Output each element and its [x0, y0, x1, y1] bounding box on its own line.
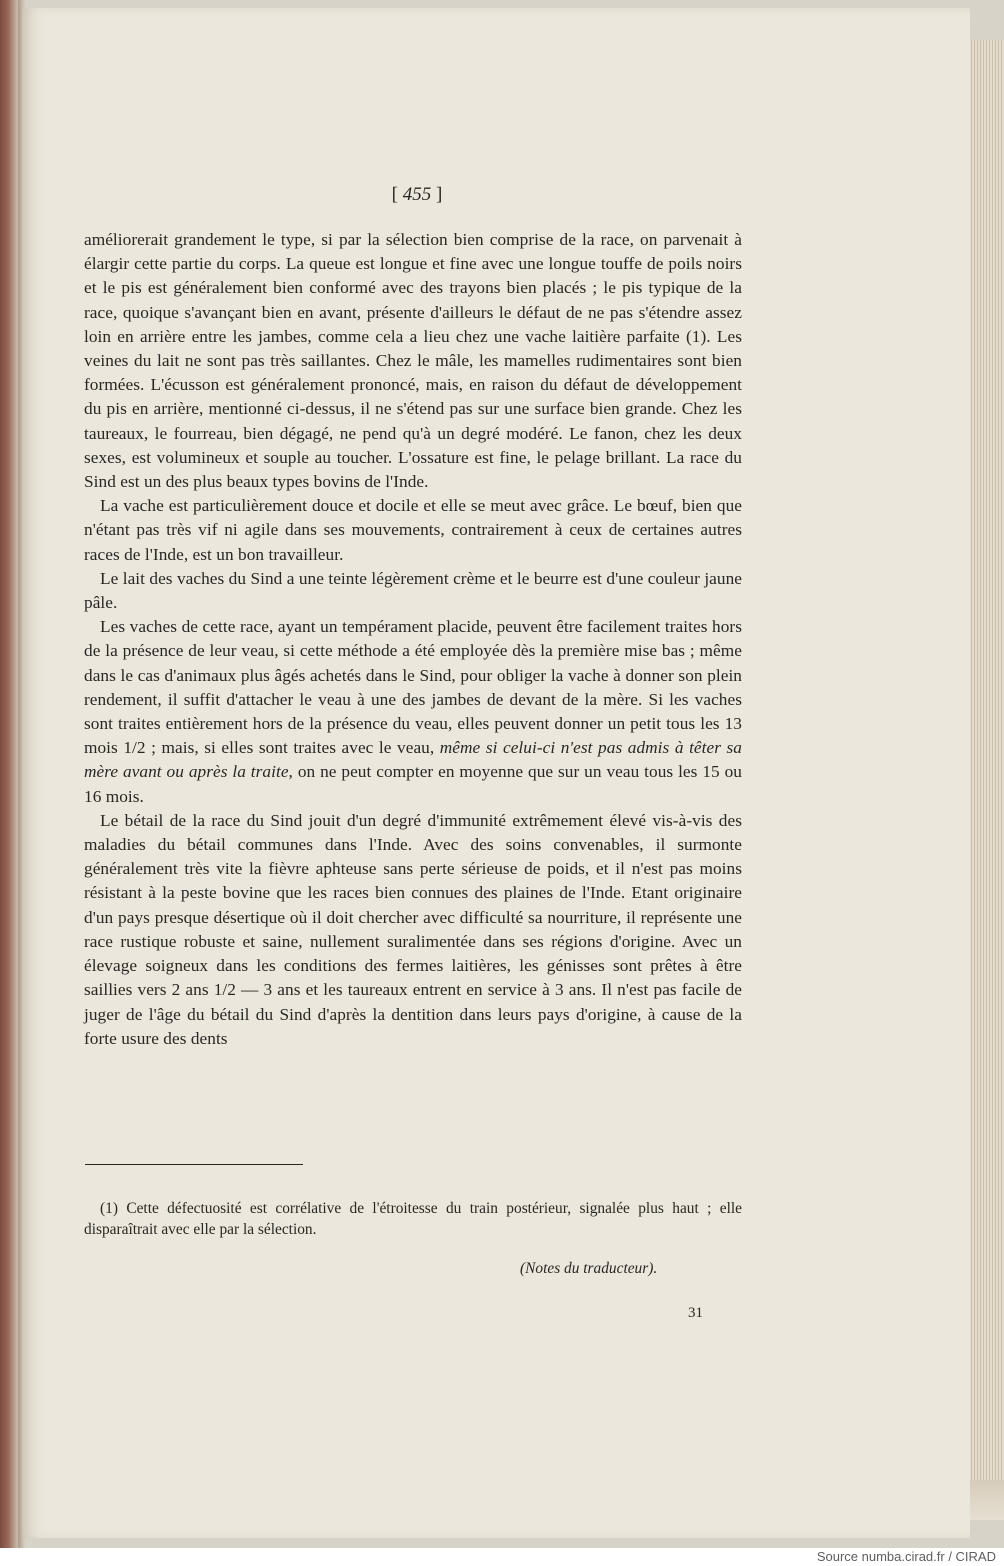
page-number-value: 455 — [402, 184, 432, 205]
paragraph-4 — [84, 615, 742, 809]
paragraph-4-start: Les vaches de cette race, ayant un tempérament placide, peuvent être facilement traites hors de la présence de leur veau, si cette méthode a été employée dès la première mise bas ; même dans le cas d'animaux plus âgés achetés dans le Sind, pour obliger la vache à donner son plein rendement, il suffit d'attacher le veau à une des jambes de devant de la mère. Si les vaches sont traites entièrement hors de la présence du veau, elles peuvent donner un petit tous les 13 mois 1/2 ; mais, si elles sont traites avec le veau, — [84, 617, 742, 758]
footnote-attribution: (Notes du traducteur). — [520, 1260, 658, 1277]
paragraph-3: Le lait des vaches du Sind a une teinte légèrement crème et le beurre est d'une couleur jaune pâle. — [84, 568, 742, 613]
footnote-divider — [85, 1164, 303, 1165]
footnote-text: (1) Cette défectuosité est corrélative de l'étroitesse du train postérieur, signalée plus haut ; elle disparaîtrait avec elle par la sélection. — [84, 1200, 742, 1238]
page-stack-edges — [968, 40, 1004, 1500]
paragraph-5: Le bétail de la race du Sind jouit d'un degré d'immunité extrêmement élevé vis-à-vis des maladies du bétail communes dans l'Inde. Avec des soins convenables, il surmonte généralement très vite la fièvre aphteuse sans perte sérieuse de poids, et il n'est pas moins résistant à la peste bovine que les races bien connues des plaines de l'Inde. Etant originaire d'un pays presque désertique où il doit chercher avec difficulté sa nourriture, il représente une race rustique robuste et saine, nullement suralimentée dans ses régions d'origine. Avec un élevage soigneux dans les conditions des fermes laitières, les génisses sont prêtes à être saillies vers 2 ans 1/2 — 3 ans et les taureaux entrent en service à 3 ans. Il n'est pas facile de juger de l'âge du bétail du Sind d'après la dentition dans leurs pays d'origine, à cause de la forte usure des dents — [84, 810, 742, 1048]
paragraph-4-italic: même si celui-ci n'est pas admis à têter sa mère avant ou après la traite — [84, 738, 742, 782]
footnote — [84, 1198, 742, 1240]
page-number-bracket-close: ] — [436, 184, 443, 205]
book-binding-edge — [0, 0, 24, 1548]
body-text — [84, 228, 742, 1051]
paragraph-1: améliorerait grandement le type, si par la sélection bien comprise de la race, on parvenait à élargir cette partie du corps. La queue est longue et fine avec une longue touffe de poils noirs et le pis est généralement bien conformé avec des trayons bien placés ; le pis typique de la race, quoique s'avançant bien en avant, présente d'ailleurs le défaut de ne pas s'étendre assez loin en arrière entre les jambes, comme cela a lieu chez une vache laitière parfaite (1). Les veines du lait ne sont pas très saillantes. Chez le mâle, les mamelles rudimentaires sont bien formées. L'écusson est généralement prononcé, mais, en raison du défaut de développement du pis en arrière, mentionné ci-dessus, il ne s'étend pas sur une surface bien grande. Chez les taureaux, le fourreau, bien dégagé, ne pend qu'à un degré modéré. Le fanon, chez les deux sexes, est volumineux et souple au toucher. L'ossature est fine, le pelage brillant. La race du Sind est un des plus beaux types bovins de l'Inde. — [84, 230, 742, 492]
page-number — [372, 184, 462, 206]
page-number-bracket-open: [ — [391, 184, 398, 205]
signature-number: 31 — [688, 1305, 703, 1321]
paragraph-2: La vache est particulièrement douce et docile et elle se meut avec grâce. Le bœuf, bien que n'étant pas très vif ni agile dans ses mouvements, contrairement à ceux de certaines autres races de l'Inde, est un bon travailleur. — [84, 496, 742, 564]
source-credit: Source numba.cirad.fr / CIRAD — [816, 1549, 996, 1564]
paragraph-4-end: , on ne peut compter en moyenne que sur un veau tous les 15 ou 16 mois. — [84, 762, 742, 806]
